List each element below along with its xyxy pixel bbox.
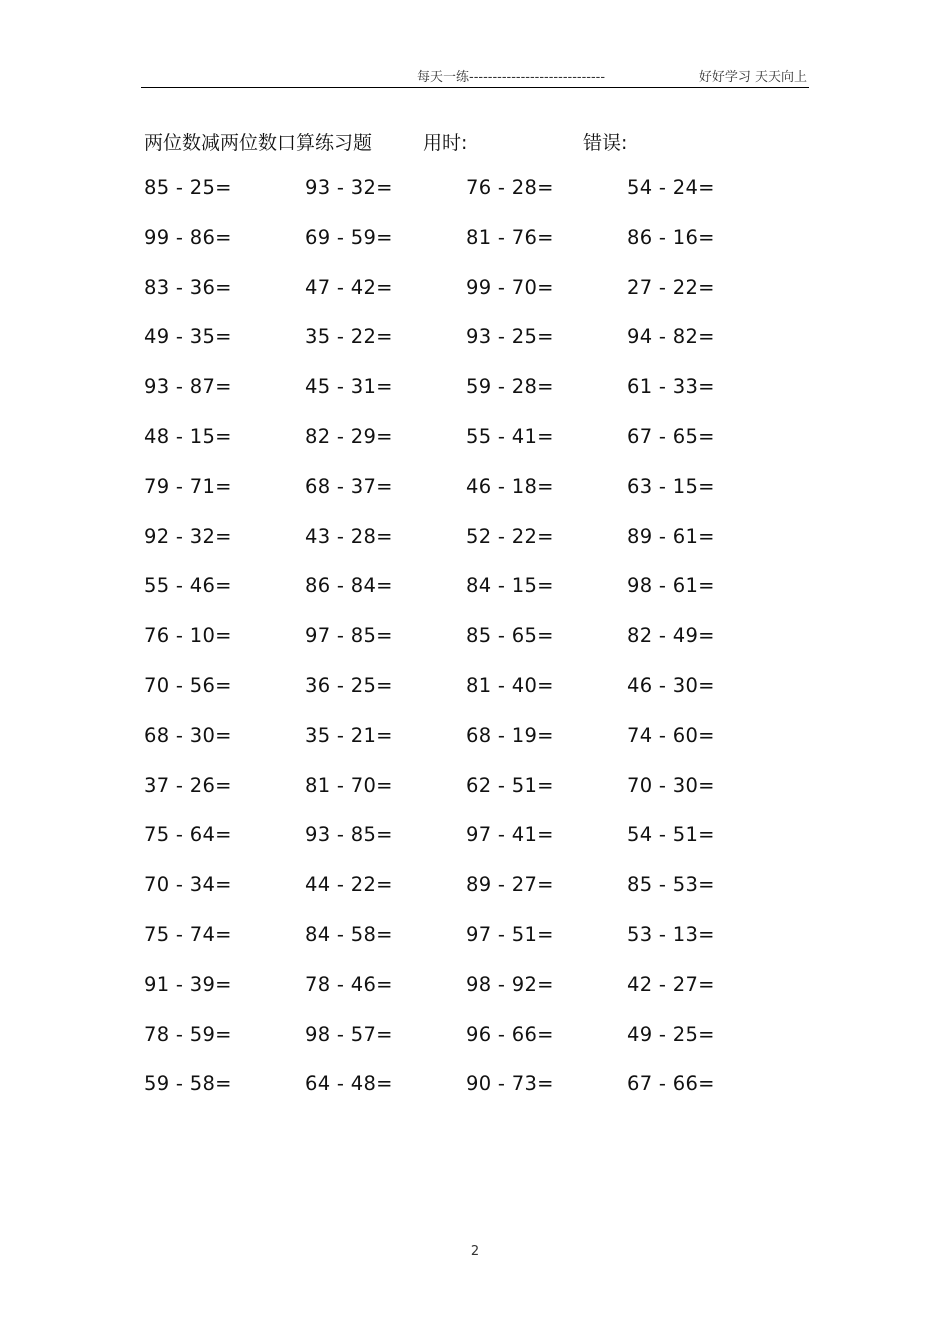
problem-row (144, 425, 784, 475)
problem-item: 68 - 19= (466, 723, 554, 747)
problem-item: 90 - 73= (466, 1072, 554, 1096)
problem-item: 84 - 58= (305, 922, 393, 946)
problem-item: 61 - 33= (627, 375, 715, 399)
header-left-text: 每天一练----------------------------- (417, 70, 606, 85)
problem-item: 35 - 21= (305, 723, 393, 747)
problem-row (144, 226, 784, 276)
problem-item: 69 - 59= (305, 225, 393, 249)
problem-item: 49 - 25= (627, 1022, 715, 1046)
problem-row (144, 475, 784, 525)
problem-item: 94 - 82= (627, 325, 715, 349)
problem-item: 37 - 26= (144, 773, 232, 797)
problem-item: 76 - 28= (466, 176, 554, 199)
problem-item: 46 - 30= (627, 673, 715, 697)
problem-item: 78 - 59= (144, 1022, 232, 1046)
problem-item: 68 - 30= (144, 723, 232, 747)
header-right-text: 好好学习 天天向上 (698, 70, 807, 85)
problem-item: 59 - 28= (466, 375, 554, 399)
problem-item: 98 - 57= (305, 1022, 393, 1046)
problem-item: 55 - 46= (144, 574, 232, 598)
problem-item: 70 - 34= (144, 873, 232, 897)
title-row (144, 128, 784, 158)
problem-row (144, 724, 784, 774)
problem-row (144, 774, 784, 824)
problem-row (144, 1023, 784, 1073)
problem-row (144, 176, 784, 226)
page-number: 2 (470, 1244, 480, 1259)
problem-item: 81 - 70= (305, 773, 393, 797)
problem-item: 85 - 53= (627, 873, 715, 897)
header-rule (141, 87, 809, 88)
problem-item: 74 - 60= (627, 723, 715, 747)
problem-item: 89 - 61= (627, 524, 715, 548)
problem-item: 86 - 16= (627, 225, 715, 249)
problem-item: 48 - 15= (144, 424, 232, 448)
worksheet-title: 两位数减两位数口算练习题 (144, 132, 373, 154)
problem-item: 27 - 22= (627, 275, 715, 299)
problem-item: 93 - 25= (466, 325, 554, 349)
problem-item: 45 - 31= (305, 375, 393, 399)
problem-item: 82 - 49= (627, 624, 715, 648)
error-label: 错误: (583, 132, 628, 154)
problem-item: 70 - 30= (627, 773, 715, 797)
problem-item: 83 - 36= (144, 275, 232, 299)
problem-item: 53 - 13= (627, 922, 715, 946)
problem-item: 93 - 87= (144, 375, 232, 399)
problem-item: 49 - 35= (144, 325, 232, 349)
problem-item: 97 - 85= (305, 624, 393, 648)
problem-item: 43 - 28= (305, 524, 393, 548)
page-header (141, 62, 809, 88)
problem-item: 63 - 15= (627, 474, 715, 498)
problem-item: 92 - 32= (144, 524, 232, 548)
problem-item: 70 - 56= (144, 673, 232, 697)
problem-item: 75 - 74= (144, 922, 232, 946)
problem-item: 62 - 51= (466, 773, 554, 797)
problem-item: 54 - 24= (627, 176, 715, 199)
problem-item: 93 - 32= (305, 176, 393, 199)
problem-row (144, 624, 784, 674)
problem-row (144, 873, 784, 923)
problem-row (144, 375, 784, 425)
problem-item: 97 - 41= (466, 823, 554, 847)
problem-item: 59 - 58= (144, 1072, 232, 1096)
problem-item: 55 - 41= (466, 424, 554, 448)
problem-item: 67 - 65= (627, 424, 715, 448)
problem-row (144, 973, 784, 1023)
problem-item: 78 - 46= (305, 972, 393, 996)
problem-item: 96 - 66= (466, 1022, 554, 1046)
problem-item: 81 - 76= (466, 225, 554, 249)
problem-item: 91 - 39= (144, 972, 232, 996)
problem-row (144, 1072, 784, 1122)
problem-item: 75 - 64= (144, 823, 232, 847)
problem-row (144, 923, 784, 973)
problem-item: 85 - 25= (144, 176, 232, 199)
problem-item: 52 - 22= (466, 524, 554, 548)
problem-item: 81 - 40= (466, 673, 554, 697)
problem-item: 85 - 65= (466, 624, 554, 648)
problem-item: 86 - 84= (305, 574, 393, 598)
problem-item: 84 - 15= (466, 574, 554, 598)
problem-item: 89 - 27= (466, 873, 554, 897)
problem-row (144, 276, 784, 326)
problem-row (144, 325, 784, 375)
problem-row (144, 674, 784, 724)
problem-item: 67 - 66= (627, 1072, 715, 1096)
problem-item: 97 - 51= (466, 922, 554, 946)
problem-item: 99 - 86= (144, 225, 232, 249)
problem-item: 42 - 27= (627, 972, 715, 996)
problem-item: 44 - 22= (305, 873, 393, 897)
problem-grid (144, 176, 784, 1122)
problem-item: 79 - 71= (144, 474, 232, 498)
problem-row (144, 574, 784, 624)
problem-item: 98 - 61= (627, 574, 715, 598)
problem-item: 76 - 10= (144, 624, 232, 648)
problem-item: 98 - 92= (466, 972, 554, 996)
problem-row (144, 823, 784, 873)
problem-item: 47 - 42= (305, 275, 393, 299)
problem-item: 99 - 70= (466, 275, 554, 299)
time-label: 用时: (423, 132, 468, 154)
problem-row (144, 525, 784, 575)
problem-item: 46 - 18= (466, 474, 554, 498)
problem-item: 35 - 22= (305, 325, 393, 349)
problem-item: 54 - 51= (627, 823, 715, 847)
problem-item: 93 - 85= (305, 823, 393, 847)
problem-item: 36 - 25= (305, 673, 393, 697)
problem-item: 64 - 48= (305, 1072, 393, 1096)
problem-item: 68 - 37= (305, 474, 393, 498)
problem-item: 82 - 29= (305, 424, 393, 448)
